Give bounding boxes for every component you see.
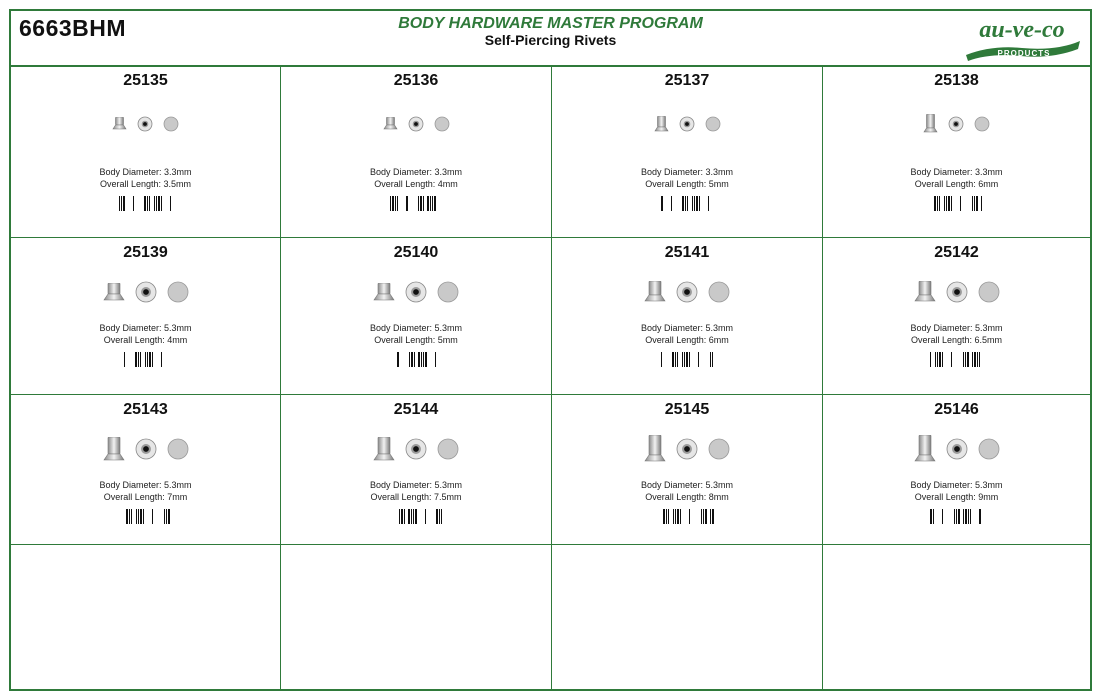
empty-cell bbox=[11, 545, 281, 689]
rivet-images bbox=[281, 104, 551, 144]
barcode-icon bbox=[661, 352, 714, 367]
body-diameter: Body Diameter: 5.3mm bbox=[910, 323, 1003, 333]
part-number: 25136 bbox=[393, 72, 439, 89]
rivet-top-icon bbox=[946, 281, 968, 303]
body-diameter: Body Diameter: 5.3mm bbox=[99, 323, 192, 333]
sheet-header bbox=[11, 11, 1090, 67]
rivet-images bbox=[552, 104, 822, 144]
rivet-images bbox=[823, 272, 1090, 312]
body-diameter: Body Diameter: 5.3mm bbox=[369, 480, 463, 490]
barcode-icon bbox=[930, 352, 983, 367]
part-cell bbox=[11, 395, 281, 545]
rivet-images bbox=[823, 104, 1090, 144]
rivet-side-icon bbox=[103, 283, 125, 302]
overall-length: Overall Length: 6mm bbox=[914, 179, 999, 189]
rivet-side-icon bbox=[914, 281, 936, 303]
overall-length: Overall Length: 5mm bbox=[374, 335, 458, 345]
part-cell bbox=[823, 395, 1090, 545]
overall-length: Overall Length: 6mm bbox=[645, 335, 729, 345]
rivet-top-icon bbox=[408, 116, 424, 132]
empty-cell bbox=[281, 545, 552, 689]
part-cell bbox=[552, 238, 823, 395]
barcode-icon bbox=[930, 509, 983, 524]
part-number: 25146 bbox=[934, 401, 979, 418]
rivet-bottom-icon bbox=[437, 281, 459, 303]
part-number: 25143 bbox=[123, 401, 168, 418]
program-code: 6663BHM bbox=[19, 15, 127, 41]
rivet-side-icon bbox=[654, 116, 669, 133]
body-diameter: Body Diameter: 5.3mm bbox=[99, 480, 192, 490]
rivet-bottom-icon bbox=[163, 116, 179, 132]
rivet-bottom-icon bbox=[708, 438, 730, 460]
part-cell bbox=[11, 238, 281, 395]
rivet-images bbox=[11, 272, 280, 312]
part-cell bbox=[552, 395, 823, 545]
rivet-side-icon bbox=[373, 437, 395, 462]
part-number: 25135 bbox=[123, 72, 168, 89]
parts-grid bbox=[11, 66, 1090, 689]
overall-length: Overall Length: 7mm bbox=[103, 492, 188, 502]
body-diameter: Body Diameter: 3.3mm bbox=[640, 167, 734, 177]
rivet-side-icon bbox=[373, 283, 395, 302]
part-cell bbox=[281, 66, 552, 238]
rivet-top-icon bbox=[676, 281, 698, 303]
part-cell bbox=[823, 238, 1090, 395]
rivet-images bbox=[281, 429, 551, 469]
logo-subtext: PRODUCTS bbox=[997, 49, 1051, 58]
part-number: 25138 bbox=[934, 72, 979, 89]
barcode-icon bbox=[390, 509, 443, 524]
rivet-top-icon bbox=[405, 438, 427, 460]
program-sheet bbox=[9, 9, 1092, 691]
part-number: 25137 bbox=[664, 72, 710, 89]
program-subtitle: Self-Piercing Rivets bbox=[484, 32, 617, 48]
overall-length: Overall Length: 4mm bbox=[103, 335, 188, 345]
rivet-top-icon bbox=[948, 116, 964, 132]
rivet-images bbox=[281, 272, 551, 312]
rivet-bottom-icon bbox=[978, 281, 1000, 303]
rivet-side-icon bbox=[103, 437, 125, 462]
rivet-top-icon bbox=[679, 116, 695, 132]
rivet-side-icon bbox=[112, 117, 127, 131]
rivet-images bbox=[11, 429, 280, 469]
rivet-images bbox=[552, 429, 822, 469]
barcode-icon bbox=[119, 509, 172, 524]
part-cell bbox=[281, 238, 552, 395]
rivet-side-icon bbox=[914, 435, 936, 463]
auveco-logo bbox=[962, 15, 1084, 61]
rivet-side-icon bbox=[644, 435, 666, 463]
part-cell bbox=[11, 66, 281, 238]
body-diameter: Body Diameter: 5.3mm bbox=[369, 323, 463, 333]
part-number: 25142 bbox=[934, 244, 979, 261]
rivet-images bbox=[552, 272, 822, 312]
barcode-icon bbox=[119, 196, 172, 211]
body-diameter: Body Diameter: 5.3mm bbox=[640, 480, 734, 490]
overall-length: Overall Length: 7.5mm bbox=[370, 492, 462, 502]
logo-wordmark: au-ve-co bbox=[979, 17, 1065, 43]
barcode-icon bbox=[661, 196, 714, 211]
body-diameter: Body Diameter: 3.3mm bbox=[369, 167, 463, 177]
barcode-icon bbox=[390, 352, 443, 367]
rivet-bottom-icon bbox=[167, 438, 189, 460]
rivet-side-icon bbox=[383, 117, 398, 131]
rivet-bottom-icon bbox=[978, 438, 1000, 460]
part-number: 25139 bbox=[123, 244, 168, 261]
rivet-top-icon bbox=[676, 438, 698, 460]
rivet-side-icon bbox=[923, 114, 938, 134]
part-number: 25144 bbox=[393, 401, 439, 418]
rivet-top-icon bbox=[135, 281, 157, 303]
overall-length: Overall Length: 6.5mm bbox=[910, 335, 1003, 345]
rivet-bottom-icon bbox=[708, 281, 730, 303]
barcode-icon bbox=[661, 509, 714, 524]
part-number: 25140 bbox=[393, 244, 439, 261]
part-cell bbox=[823, 66, 1090, 238]
overall-length: Overall Length: 4mm bbox=[374, 179, 458, 189]
rivet-bottom-icon bbox=[705, 116, 721, 132]
overall-length: Overall Length: 9mm bbox=[914, 492, 999, 502]
barcode-icon bbox=[119, 352, 172, 367]
body-diameter: Body Diameter: 3.3mm bbox=[99, 167, 192, 177]
rivet-images bbox=[11, 104, 280, 144]
part-number: 25145 bbox=[664, 401, 710, 418]
rivet-bottom-icon bbox=[167, 281, 189, 303]
overall-length: Overall Length: 3.5mm bbox=[99, 179, 192, 189]
rivet-side-icon bbox=[644, 281, 666, 303]
rivet-bottom-icon bbox=[437, 438, 459, 460]
barcode-icon bbox=[390, 196, 443, 211]
barcode-icon bbox=[930, 196, 983, 211]
rivet-top-icon bbox=[135, 438, 157, 460]
body-diameter: Body Diameter: 3.3mm bbox=[910, 167, 1003, 177]
rivet-bottom-icon bbox=[434, 116, 450, 132]
overall-length: Overall Length: 8mm bbox=[645, 492, 729, 502]
rivet-top-icon bbox=[946, 438, 968, 460]
empty-cell bbox=[823, 545, 1090, 689]
rivet-top-icon bbox=[405, 281, 427, 303]
body-diameter: Body Diameter: 5.3mm bbox=[910, 480, 1003, 490]
part-cell bbox=[281, 395, 552, 545]
rivet-bottom-icon bbox=[974, 116, 990, 132]
rivet-images bbox=[823, 429, 1090, 469]
body-diameter: Body Diameter: 5.3mm bbox=[640, 323, 734, 333]
empty-cell bbox=[552, 545, 823, 689]
overall-length: Overall Length: 5mm bbox=[645, 179, 729, 189]
part-number: 25141 bbox=[664, 244, 710, 261]
part-cell bbox=[552, 66, 823, 238]
program-title: BODY HARDWARE MASTER PROGRAM bbox=[398, 15, 703, 32]
rivet-top-icon bbox=[137, 116, 153, 132]
